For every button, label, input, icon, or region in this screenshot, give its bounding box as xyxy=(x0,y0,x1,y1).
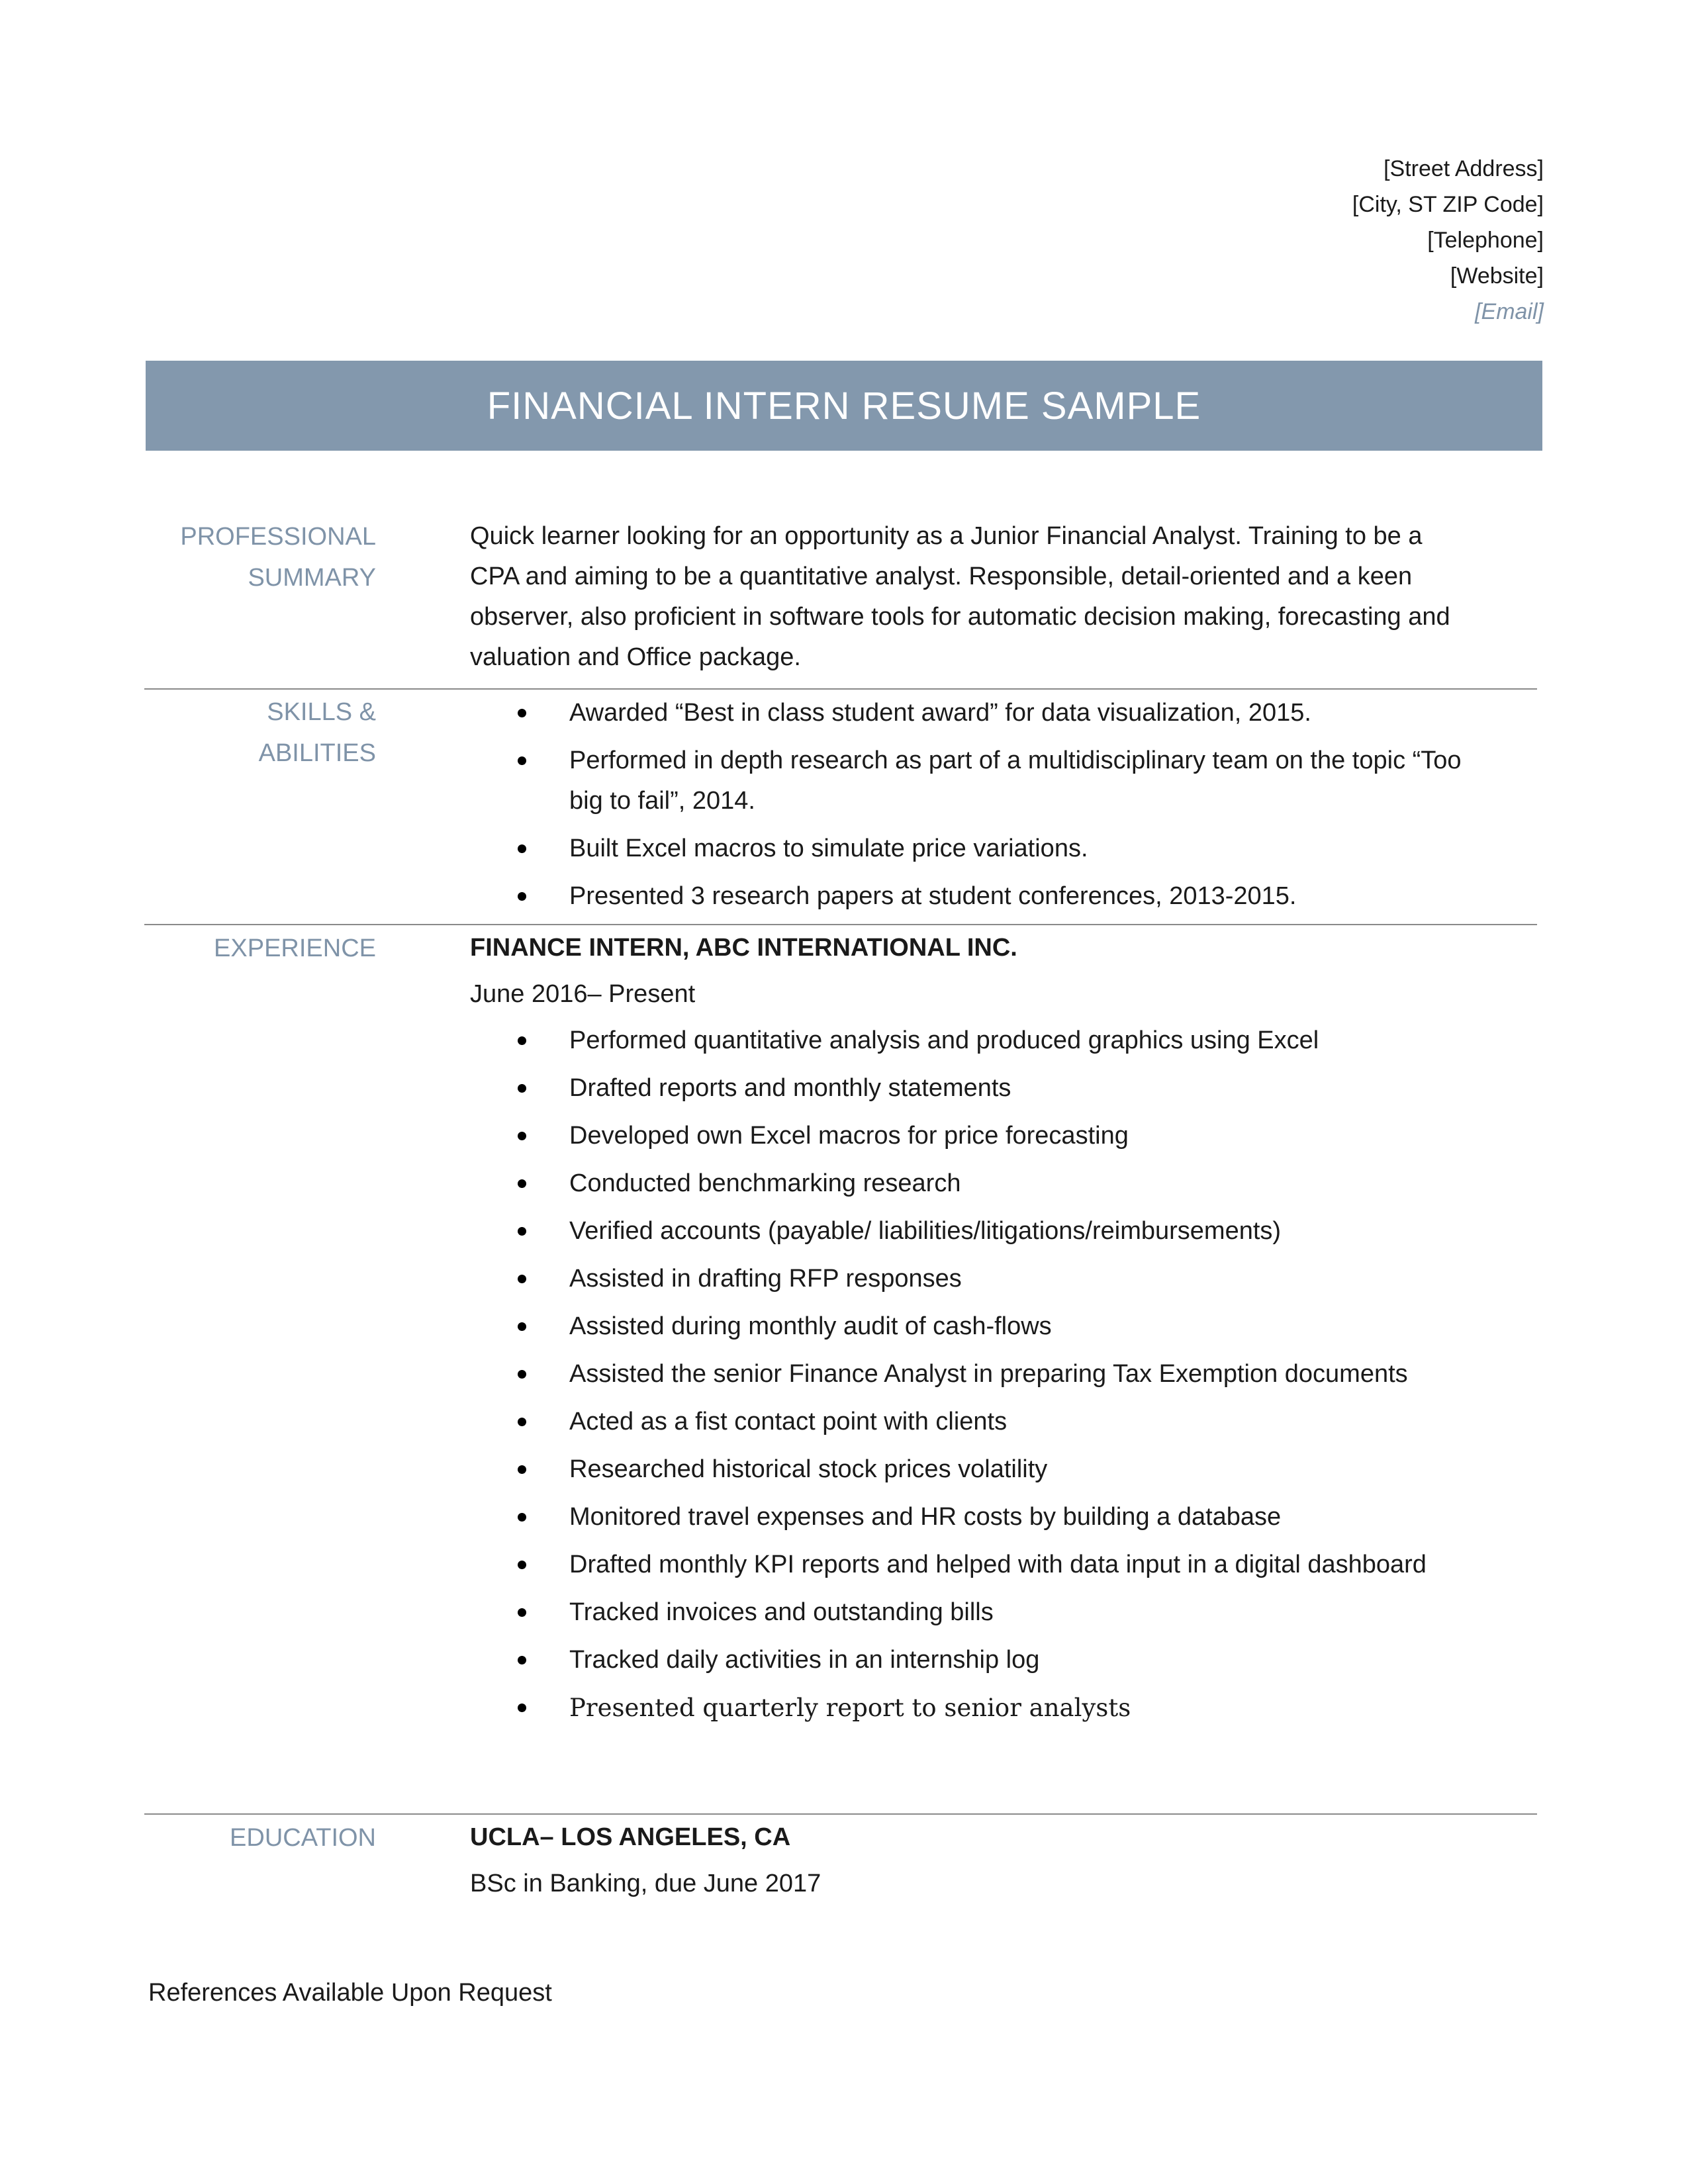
section-divider xyxy=(144,924,1537,925)
bullet-icon xyxy=(518,1322,526,1331)
list-item-text: Performed in depth research as part of a multidisciplinary team on the topic “Too big to fail”, 2014. xyxy=(569,747,1462,815)
list-item xyxy=(470,1211,1476,1251)
skills-list xyxy=(470,693,1476,917)
list-item xyxy=(470,1688,1476,1729)
list-item-text: Tracked invoices and outstanding bills xyxy=(569,1598,994,1626)
bullet-icon xyxy=(518,1656,526,1664)
list-item-text: Assisted the senior Finance Analyst in preparing Tax Exemption documents xyxy=(569,1360,1408,1388)
skills-heading: SKILLS & ABILITIES xyxy=(258,698,376,767)
summary-heading-line1: PROFESSIONAL xyxy=(180,523,376,551)
bullet-icon xyxy=(518,1561,526,1569)
section-divider xyxy=(144,688,1537,690)
bullet-icon xyxy=(518,1704,526,1712)
list-item-text: Verified accounts (payable/ liabilities/litigations/reimbursements) xyxy=(569,1217,1282,1245)
summary-section xyxy=(146,516,1537,682)
job-dates: June 2016– Present xyxy=(470,980,696,1008)
list-item xyxy=(470,1306,1476,1347)
list-item-text: Performed quantitative analysis and produced graphics using Excel xyxy=(569,1026,1319,1054)
list-item xyxy=(470,1068,1476,1109)
list-item-text: Built Excel macros to simulate price variations. xyxy=(569,835,1088,862)
summary-heading xyxy=(146,516,376,598)
experience-list xyxy=(470,1021,1476,1729)
experience-body xyxy=(470,928,1476,1736)
list-item xyxy=(470,1116,1476,1156)
references-note: References Available Upon Request xyxy=(148,1979,552,2007)
list-item xyxy=(470,1163,1476,1204)
skills-body xyxy=(470,693,1476,924)
bullet-icon xyxy=(518,1084,526,1093)
bullet-icon xyxy=(518,709,526,717)
list-item xyxy=(470,1354,1476,1394)
bullet-icon xyxy=(518,1418,526,1426)
list-item-text: Drafted reports and monthly statements xyxy=(569,1074,1011,1102)
list-item-text: Developed own Excel macros for price forecasting xyxy=(569,1122,1129,1150)
list-item-text: Presented quarterly report to senior analysts xyxy=(569,1694,1131,1722)
degree: BSc in Banking, due June 2017 xyxy=(470,1870,821,1897)
list-item xyxy=(470,1449,1476,1490)
bullet-icon xyxy=(518,844,526,853)
telephone: [Telephone] xyxy=(1427,228,1544,253)
list-item-text: Presented 3 research papers at student conferences, 2013-2015. xyxy=(569,882,1297,910)
list-item xyxy=(470,741,1476,821)
website: [Website] xyxy=(1450,263,1544,289)
list-item xyxy=(470,829,1476,869)
bullet-icon xyxy=(518,1179,526,1188)
list-item-text: Monitored travel expenses and HR costs by building a database xyxy=(569,1503,1282,1531)
list-item xyxy=(470,1021,1476,1061)
school-name: UCLA– LOS ANGELES, CA xyxy=(470,1823,791,1851)
education-body xyxy=(470,1817,1476,1904)
list-item-text: Researched historical stock prices volatility xyxy=(569,1455,1048,1483)
list-item-text: Conducted benchmarking research xyxy=(569,1169,961,1197)
city-state-zip: [City, ST ZIP Code] xyxy=(1352,192,1544,217)
bullet-icon xyxy=(518,1370,526,1379)
job-title: FINANCE INTERN, ABC INTERNATIONAL INC. xyxy=(470,934,1017,962)
list-item xyxy=(470,693,1476,733)
list-item-text: Drafted monthly KPI reports and helped with data input in a digital dashboard xyxy=(569,1551,1427,1578)
list-item xyxy=(470,876,1476,917)
summary-heading-line2: SUMMARY xyxy=(248,564,376,592)
bullet-icon xyxy=(518,1465,526,1474)
list-item-text: Assisted in drafting RFP responses xyxy=(569,1265,962,1293)
list-item xyxy=(470,1545,1476,1585)
street-address: [Street Address] xyxy=(1383,156,1544,181)
list-item-text: Assisted during monthly audit of cash-flows xyxy=(569,1312,1052,1340)
list-item-text: Tracked daily activities in an internship log xyxy=(569,1646,1040,1674)
list-item xyxy=(470,1592,1476,1633)
bullet-icon xyxy=(518,892,526,901)
bullet-icon xyxy=(518,1608,526,1617)
bullet-icon xyxy=(518,1513,526,1522)
contact-block xyxy=(1352,151,1544,330)
list-item xyxy=(470,1497,1476,1537)
section-divider xyxy=(144,1813,1537,1815)
summary-text: Quick learner looking for an opportunity as a Junior Financial Analyst. Training to be a CPA and aiming to be a quantitative analyst. Responsible, detail-oriented and a keen observer, also proficient in software tools for automatic decision making, forecasting and valuation and Office package. xyxy=(470,522,1450,671)
bullet-icon xyxy=(518,1275,526,1283)
bullet-icon xyxy=(518,756,526,765)
bullet-icon xyxy=(518,1132,526,1140)
bullet-icon xyxy=(518,1227,526,1236)
email: [Email] xyxy=(1475,299,1544,324)
list-item-text: Awarded “Best in class student award” for data visualization, 2015. xyxy=(569,699,1311,727)
list-item xyxy=(470,1640,1476,1680)
list-item-text: Acted as a fist contact point with clients xyxy=(569,1408,1008,1435)
list-item xyxy=(470,1259,1476,1299)
bullet-icon xyxy=(518,1036,526,1045)
experience-heading: EXPERIENCE xyxy=(214,934,376,962)
title-banner xyxy=(146,361,1542,451)
education-heading: EDUCATION xyxy=(230,1824,376,1852)
list-item xyxy=(470,1402,1476,1442)
document-title: FINANCIAL INTERN RESUME SAMPLE xyxy=(487,384,1201,428)
